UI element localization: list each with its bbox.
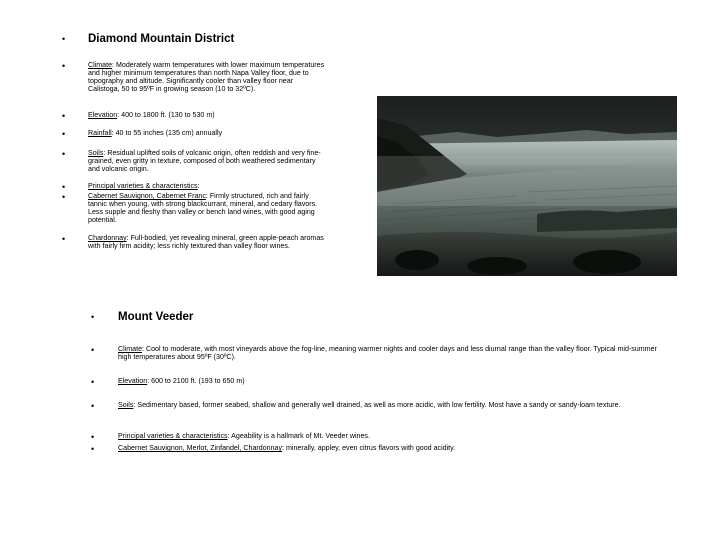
veeder-principal-varieties-label: Principal varieties & characteristics xyxy=(118,432,228,440)
principal-varieties-text: : xyxy=(197,182,200,190)
climate-item xyxy=(88,61,326,93)
soils-text: : Residual uplifted soils of volcanic origin, often reddish and very fine-grained, even gritty in texture, composed of both weathered sedimentary and volcanic origin. xyxy=(88,149,321,173)
veeder-elevation-text: : 600 to 2100 ft. (193 to 650 m) xyxy=(147,377,245,385)
rainfall-text: : 40 to 55 inches (135 cm) annually xyxy=(111,129,223,137)
veeder-elevation-item xyxy=(118,377,663,385)
veeder-climate-item xyxy=(118,345,663,361)
veeder-principal-varieties-item xyxy=(118,432,678,440)
bullet: • xyxy=(62,111,66,121)
veeder-principal-varieties-text: : Ageability is a hallmark of Mt. Veeder wines. xyxy=(227,432,370,440)
bullet: • xyxy=(62,149,66,159)
soils-label: Soils xyxy=(88,149,104,157)
bullet: • xyxy=(62,61,66,71)
cabernet-item xyxy=(88,192,326,224)
veeder-climate-label: Climate xyxy=(118,345,143,353)
bullet: • xyxy=(62,182,66,192)
bullet: • xyxy=(62,192,66,202)
veeder-soils-text: : Sedimentary based, former seabed, shallow and generally well drained, as well as more acidic, with low fertility. Most have a sandy or sandy-loam texture. xyxy=(133,401,621,409)
elevation-label: Elevation xyxy=(88,111,118,119)
bullet: • xyxy=(91,345,95,355)
cabernet-label: Cabernet Sauvignon, Cabernet Franc xyxy=(88,192,206,200)
elevation-text: : 400 to 1800 ft. (130 to 530 m) xyxy=(117,111,215,119)
principal-varieties-item xyxy=(88,182,326,190)
cabernet-text: : Firmly structured, rich and fairly tannic when young, with strong blackcurrant, mineral, and cedary flavors. Less supple and fleshy than valley or bench land wines, with good aging potential. xyxy=(88,192,318,224)
rainfall-label: Rainfall xyxy=(88,129,112,137)
veeder-elevation-label: Elevation xyxy=(118,377,148,385)
foggy-valley-photo xyxy=(377,96,677,276)
bullet: • xyxy=(62,234,66,244)
veeder-varieties-item xyxy=(118,444,678,452)
bullet: • xyxy=(91,444,95,454)
bullet: • xyxy=(62,34,66,44)
veeder-varieties-text: : minerally, appley, even citrus flavors with good acidity. xyxy=(282,444,456,452)
chardonnay-text: : Full-bodied, yet revealing mineral, green apple-peach aromas with fairly firm acidity; less richly textured than valley floor wines. xyxy=(88,234,324,250)
climate-text: : Moderately warm temperatures with lower maximum temperatures and higher minimum temperatures than north Napa Valley floor, due to topography and altitude. Significantly cooler than valley floor near Calistoga, 50 to 95ºF in growing season (10 to 32ºC). xyxy=(88,61,325,93)
bullet: • xyxy=(62,129,66,139)
bullet: • xyxy=(91,401,95,411)
bullet: • xyxy=(91,312,95,322)
bullet: • xyxy=(91,377,95,387)
section-title-mount-veeder: Mount Veeder xyxy=(118,311,194,323)
rainfall-item xyxy=(88,129,348,137)
principal-varieties-label: Principal varieties & characteristics xyxy=(88,182,198,190)
climate-label: Climate xyxy=(88,61,113,69)
elevation-item xyxy=(88,111,348,119)
bullet: • xyxy=(91,432,95,442)
veeder-climate-text: : Cool to moderate, with most vineyards above the fog-line, meaning warmer nights and cooler days and less diurnal range than the valley floor. Typical mid-summer high temperatures about 95ºF (30ºC). xyxy=(118,345,657,361)
chardonnay-label: Chardonnay xyxy=(88,234,127,242)
veeder-varieties-label: Cabernet Sauvignon, Merlot, Zinfandel, Chardonnay xyxy=(118,444,283,452)
chardonnay-item xyxy=(88,234,333,250)
veeder-soils-item xyxy=(118,401,663,409)
soils-item xyxy=(88,149,326,173)
section-title-diamond-mountain: Diamond Mountain District xyxy=(88,33,235,45)
veeder-soils-label: Soils xyxy=(118,401,134,409)
